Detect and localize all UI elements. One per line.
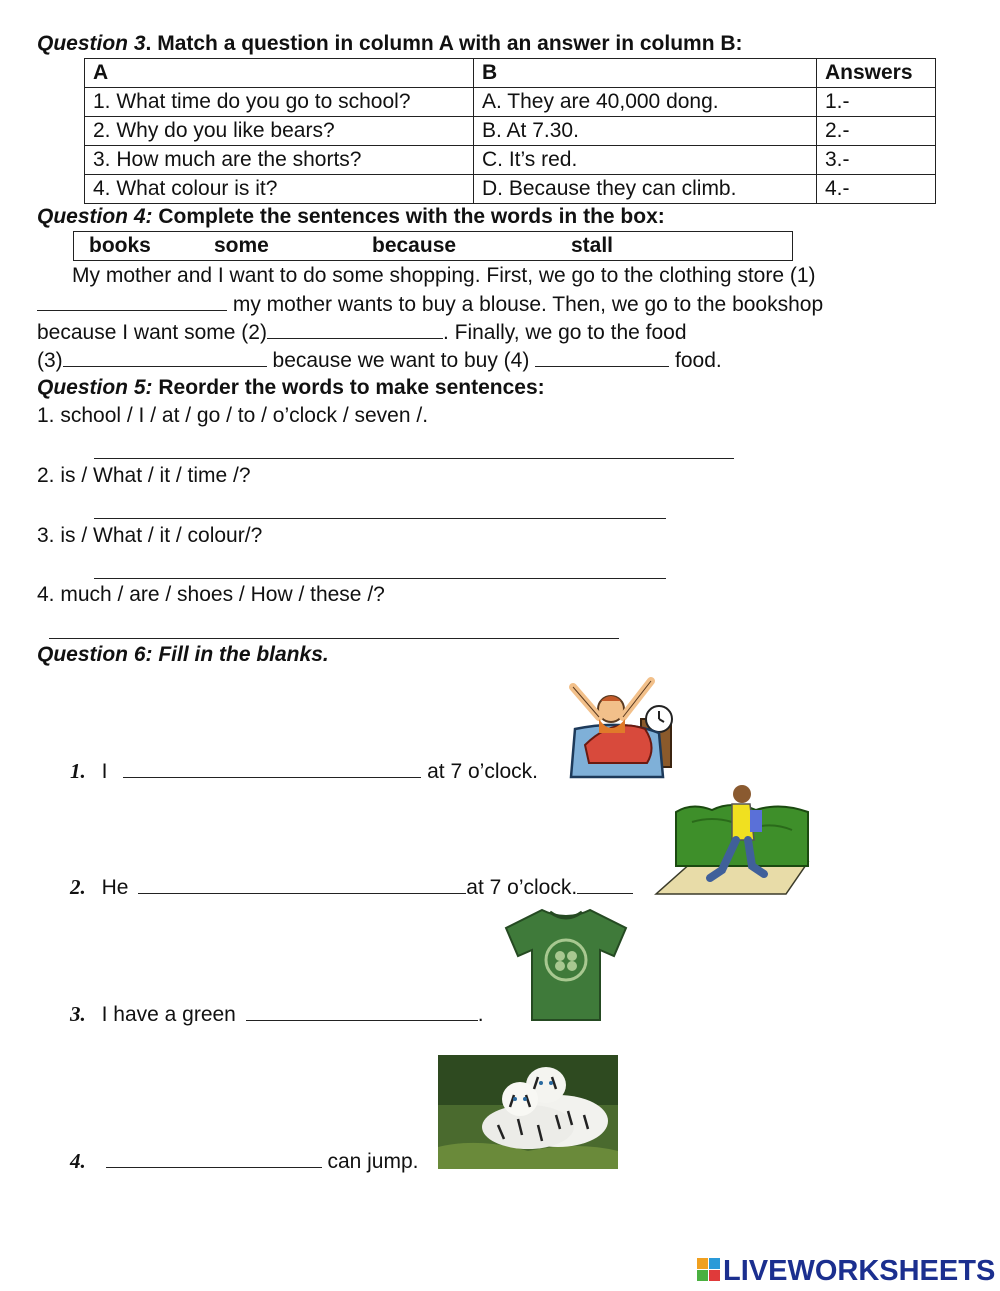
word-because: because (372, 234, 457, 257)
item-post: at 7 o’clock. (466, 876, 578, 899)
blank-4[interactable] (535, 346, 669, 367)
fill-blank-1[interactable] (123, 757, 421, 778)
blank-3[interactable] (63, 346, 267, 367)
waking-up-image (563, 667, 683, 782)
walking-boy-image (652, 782, 810, 898)
fill-blank-4[interactable] (106, 1147, 322, 1168)
q6-item-1 (70, 757, 538, 786)
q5-label: Question 5: (37, 376, 153, 399)
q4-line-3a: because I want some (2) (37, 321, 267, 344)
white-tigers-image (438, 1055, 618, 1169)
answer-line-3[interactable] (94, 578, 666, 579)
answer-cell: C. It’s red. (474, 146, 817, 175)
q5-text: Reorder the words to make sentences: (152, 376, 545, 399)
question-cell: 4. What colour is it? (85, 175, 474, 204)
q6-item-2 (70, 873, 633, 902)
q5-heading (37, 374, 545, 402)
blank-2[interactable] (267, 318, 443, 339)
word-some: some (214, 234, 269, 257)
item-number: 1. (70, 759, 86, 783)
item-pre: He (101, 876, 129, 899)
logo-cubes-icon (697, 1258, 721, 1282)
q4-line-4b: because we want to buy (4) (272, 349, 530, 372)
word-books: books (89, 234, 151, 257)
liveworksheets-logo (697, 1256, 995, 1286)
table-row (85, 146, 936, 175)
match-table (84, 58, 936, 204)
answer-input-cell[interactable]: 1.- (817, 88, 936, 117)
answer-cell: D. Because they can climb. (474, 175, 817, 204)
header-col-b: B (474, 59, 817, 88)
header-col-a: A (85, 59, 474, 88)
item-post: can jump. (327, 1150, 419, 1173)
q5-item-2: 2. is / What / it / time /? (37, 464, 251, 487)
q4-line-2 (37, 290, 823, 319)
table-header-row (85, 59, 936, 88)
table-row (85, 88, 936, 117)
q3-label: Question 3 (37, 32, 146, 55)
logo-text: LIVEWORKSHEETS (723, 1255, 996, 1287)
item-number: 3. (70, 1002, 86, 1026)
header-answers: Answers (817, 59, 936, 88)
q5-item-1: 1. school / I / at / go / to / o’clock / seven /. (37, 404, 429, 427)
table-row (85, 117, 936, 146)
q4-line-2-text: my mother wants to buy a blouse. Then, we go to the bookshop (232, 293, 824, 316)
answer-cell: A. They are 40,000 dong. (474, 88, 817, 117)
fill-blank-2b[interactable] (577, 873, 633, 894)
q6-item-3 (70, 1000, 484, 1029)
q4-heading (37, 203, 665, 231)
answer-cell: B. At 7.30. (474, 117, 817, 146)
question-cell: 3. How much are the shorts? (85, 146, 474, 175)
q4-line-4 (37, 346, 722, 375)
q4-text: Complete the sentences with the words in the box: (152, 205, 665, 228)
answer-input-cell[interactable]: 4.- (817, 175, 936, 204)
item-number: 2. (70, 875, 86, 899)
green-shirt-image (502, 906, 630, 1022)
q6-item-4 (70, 1147, 418, 1176)
item-post: at 7 o’clock. (427, 760, 539, 783)
answer-input-cell[interactable]: 2.- (817, 117, 936, 146)
q6-heading (37, 641, 329, 669)
answer-line-1[interactable] (94, 458, 734, 459)
q4-line-3b: . Finally, we go to the food (442, 321, 687, 344)
q4-line-4c: food. (675, 349, 722, 372)
item-pre: I have a green (101, 1003, 236, 1026)
question-cell: 1. What time do you go to school? (85, 88, 474, 117)
q4-label: Question 4: (37, 205, 153, 228)
fill-blank-2[interactable] (138, 873, 466, 894)
question-cell: 2. Why do you like bears? (85, 117, 474, 146)
item-post: . (477, 1003, 484, 1026)
q4-line-3 (37, 318, 687, 347)
fill-blank-3[interactable] (246, 1000, 478, 1021)
table-row (85, 175, 936, 204)
q4-line-1: My mother and I want to do some shopping. First, we go to the clothing store (1) (72, 264, 816, 287)
q4-line-4a: (3) (37, 349, 63, 372)
answer-line-2[interactable] (94, 518, 666, 519)
q6-label: Question 6: Fill in the blanks. (37, 643, 329, 666)
q5-item-4: 4. much / are / shoes / How / these /? (37, 583, 385, 606)
q3-text: . Match a question in column A with an answer in column B: (145, 32, 743, 55)
q3-heading (37, 30, 743, 58)
word-stall: stall (571, 234, 614, 257)
item-number: 4. (70, 1149, 86, 1173)
answer-line-4[interactable] (49, 638, 619, 639)
word-box (73, 231, 793, 261)
item-pre: I (101, 760, 108, 783)
q5-item-3: 3. is / What / it / colour/? (37, 524, 263, 547)
answer-input-cell[interactable]: 3.- (817, 146, 936, 175)
blank-1[interactable] (37, 290, 227, 311)
